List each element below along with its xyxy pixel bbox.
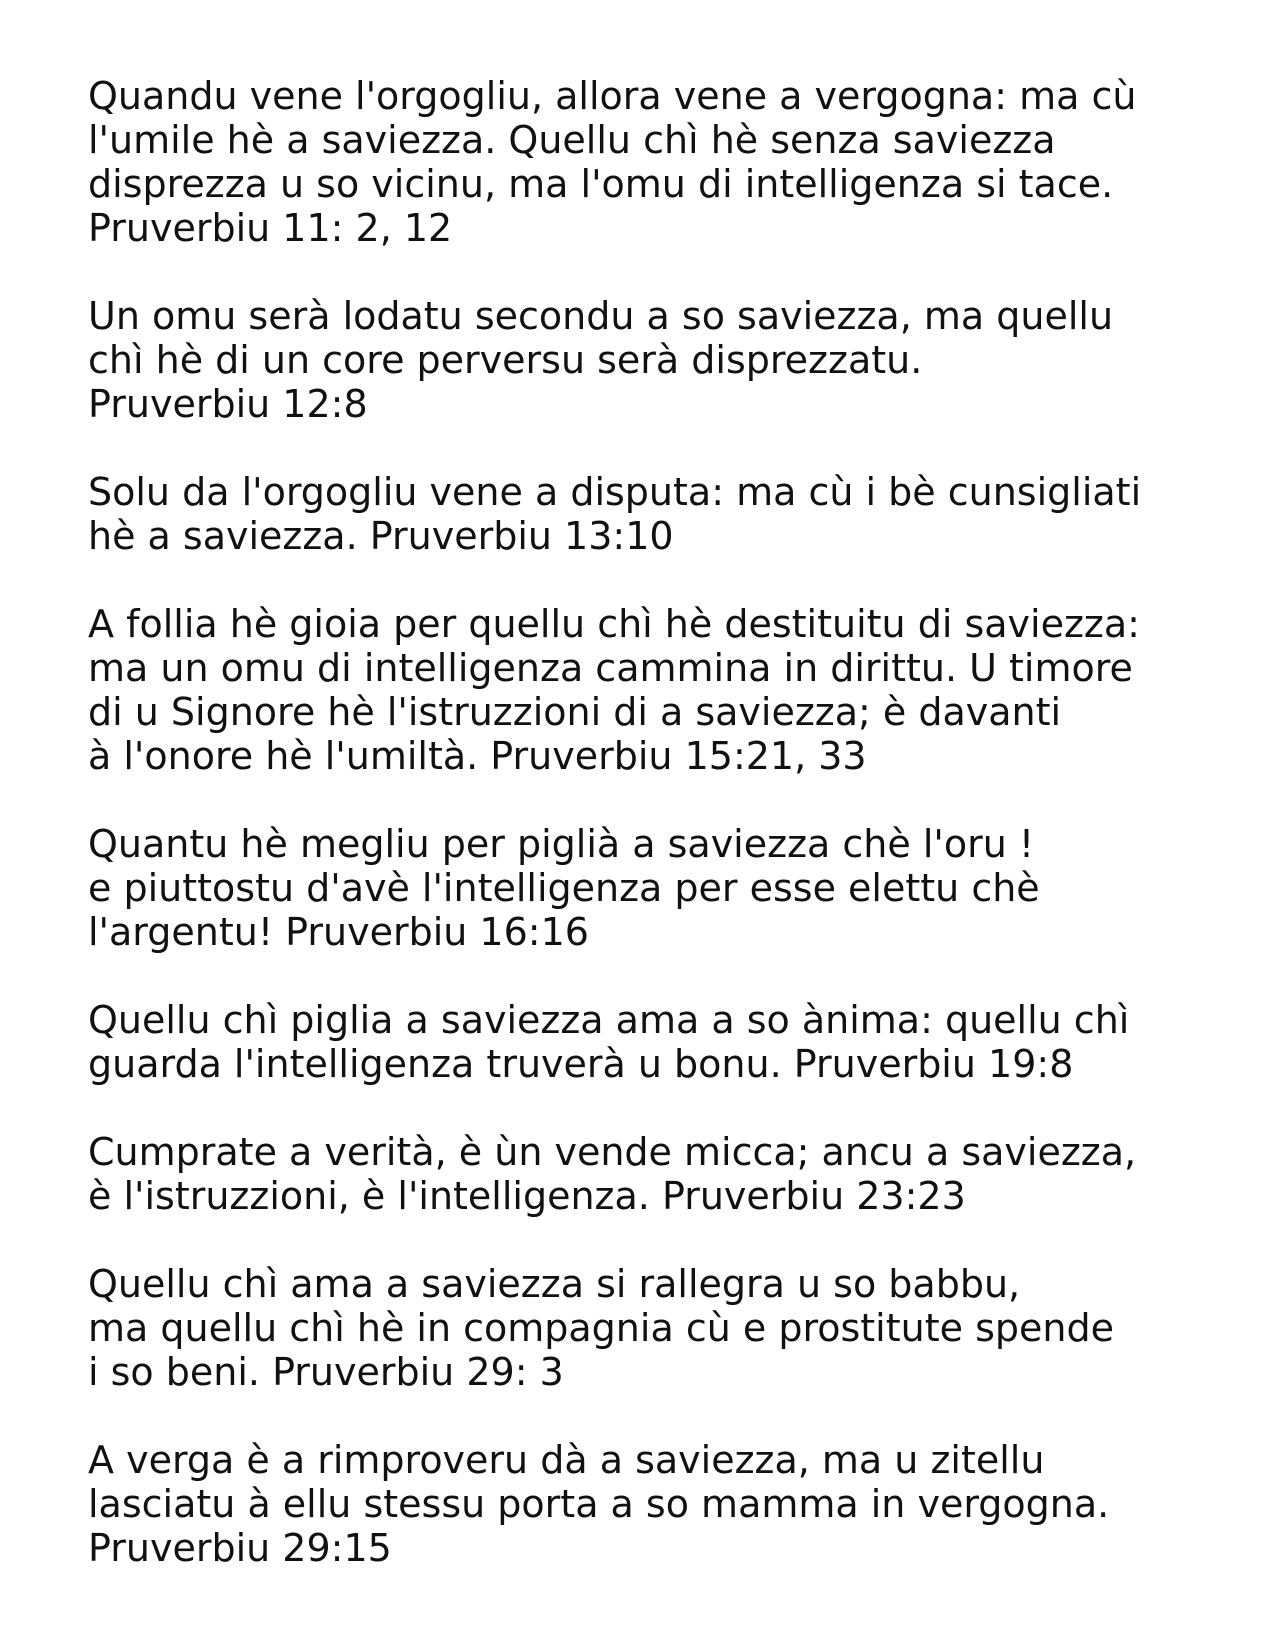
verse-line: di u Signore hè l'istruzzioni di a saviezza; è davanti <box>88 690 1062 734</box>
verse-line: Un omu serà lodatu secondu a so saviezza, ma quellu <box>88 294 1114 338</box>
verse-line: A follia hè gioia per quellu chì hè destituitu di saviezza: <box>88 602 1140 646</box>
verse-line: guarda l'intelligenza truverà u bonu. Pruverbiu 19:8 <box>88 1042 1074 1086</box>
verse-line: lasciatu à ellu stessu porta a so mamma in vergogna. <box>88 1482 1110 1526</box>
verse-line: Quandu vene l'orgogliu, allora vene a vergogna: ma cù <box>88 74 1137 118</box>
verse-line: ma un omu di intelligenza cammina in dirittu. U timore <box>88 646 1133 690</box>
verse-block <box>88 602 1248 778</box>
verse-line: A verga è a rimproveru dà a saviezza, ma u zitellu <box>88 1438 1045 1482</box>
verse-line: Quantu hè megliu per piglià a saviezza chè l'oru ! <box>88 822 1035 866</box>
verse-block <box>88 822 1248 954</box>
verse-block <box>88 1130 1248 1218</box>
verse-reference: Pruverbiu 11: 2, 12 <box>88 206 453 250</box>
verse-block <box>88 1262 1248 1394</box>
verse-line: i so beni. Pruverbiu 29: 3 <box>88 1350 564 1394</box>
verse-block <box>88 294 1248 426</box>
verse-line: à l'onore hè l'umiltà. Pruverbiu 15:21, 33 <box>88 734 867 778</box>
verse-line: Solu da l'orgogliu vene a disputa: ma cù i bè cunsigliati <box>88 470 1142 514</box>
verse-line: Cumprate a verità, è ùn vende micca; ancu a saviezza, <box>88 1130 1137 1174</box>
verse-block <box>88 998 1248 1086</box>
document-page <box>88 74 1248 1614</box>
verse-reference: Pruverbiu 12:8 <box>88 382 368 426</box>
verse-line: l'umile hè a saviezza. Quellu chì hè senza saviezza <box>88 118 1056 162</box>
verse-line: è l'istruzzioni, è l'intelligenza. Pruverbiu 23:23 <box>88 1174 966 1218</box>
verse-line: chì hè di un core perversu serà disprezzatu. <box>88 338 923 382</box>
verse-block <box>88 1438 1248 1570</box>
verse-reference: Pruverbiu 29:15 <box>88 1526 392 1570</box>
verse-line: ma quellu chì hè in compagnia cù e prostitute spende <box>88 1306 1114 1350</box>
verse-line: disprezza u so vicinu, ma l'omu di intelligenza si tace. <box>88 162 1114 206</box>
verse-line: e piuttostu d'avè l'intelligenza per esse elettu chè <box>88 866 1040 910</box>
verse-block <box>88 470 1248 558</box>
verse-line: Quellu chì ama a saviezza si rallegra u so babbu, <box>88 1262 1021 1306</box>
verse-line: hè a saviezza. Pruverbiu 13:10 <box>88 514 674 558</box>
verse-block <box>88 74 1248 250</box>
verse-line: Quellu chì piglia a saviezza ama a so ànima: quellu chì <box>88 998 1130 1042</box>
verse-line: l'argentu! Pruverbiu 16:16 <box>88 910 589 954</box>
